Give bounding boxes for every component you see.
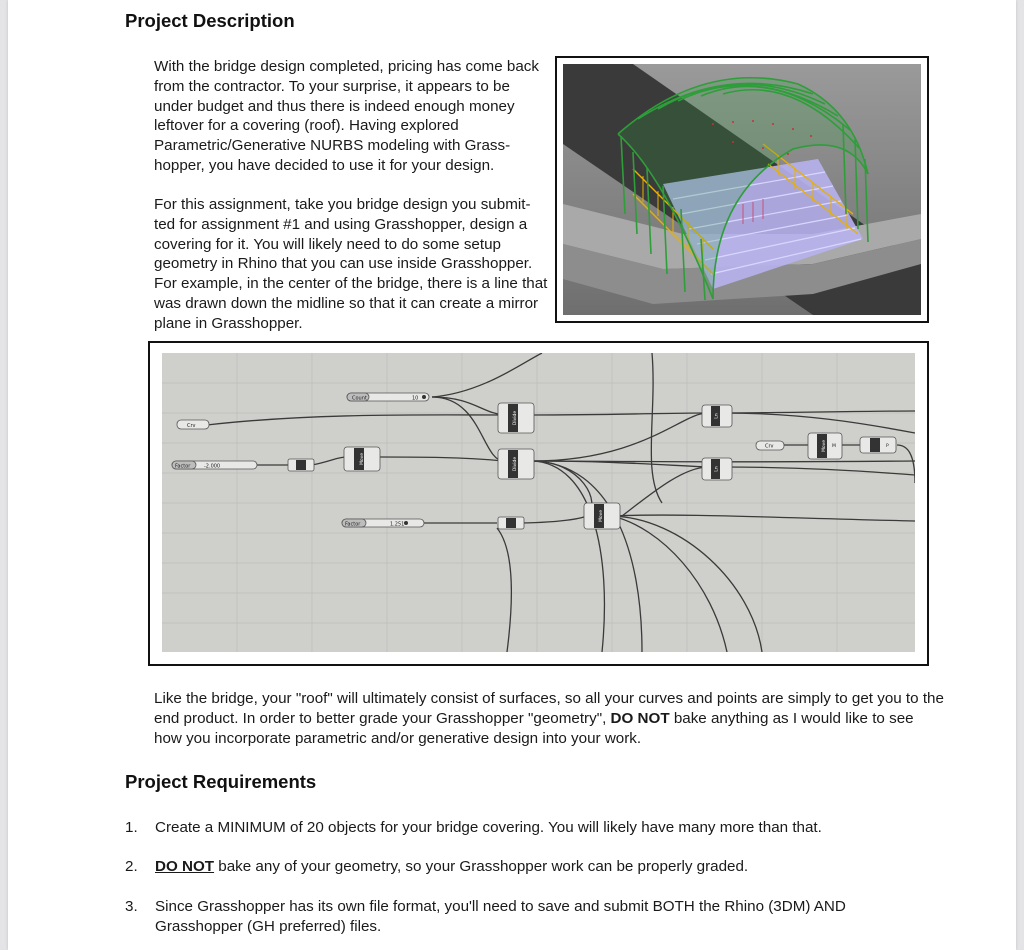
paragraph-3-text-end: bake anything as I would like to see how you incorporate parametric and/or generative design into your work. (154, 709, 914, 747)
divide-2-label: Divide (513, 456, 518, 472)
mirror-output-label: P (886, 444, 889, 449)
project-description-heading: Project Description (125, 10, 295, 31)
crv-param-2-label: Crv (765, 443, 774, 450)
requirement-number: 2. (125, 858, 138, 875)
description-paragraph-2: For this assignment, take you bridge design you submit-ted for assignment #1 and using Grasshopper, design a covering for it. You will likely need to do some setup geometry in Rhino that you can use inside Grasshopper. For example, in the center of the bridge, there is a line that was drawn down the midline so that it can create a mirror plane in Grasshopper. (154, 196, 548, 332)
bridge-render-image (555, 56, 929, 323)
description-paragraph-3 (154, 689, 944, 748)
bridge-render-illustration (563, 64, 921, 315)
factor-slider-2-label: Factor (345, 521, 361, 528)
mirror-label: M (832, 444, 836, 449)
requirement-text (155, 857, 935, 877)
move-2-label: Move (599, 509, 604, 523)
grasshopper-canvas (162, 353, 915, 652)
requirement-number: 3. (125, 898, 138, 915)
project-requirements-heading: Project Requirements (125, 771, 317, 792)
requirement-bold: DO NOT (155, 858, 215, 875)
requirement-text: Create a MINIMUM of 20 objects for your bridge covering. You will likely have many more than that. (155, 819, 822, 836)
move-1-label: Move (360, 452, 365, 466)
paragraph-3-bold: DO NOT (610, 709, 670, 727)
document-page (8, 0, 1016, 950)
crv-param-label: Crv (187, 423, 196, 429)
description-paragraph-1: With the bridge design completed, pricing has come back from the contractor. To your surprise, it appears to be under budget and thus there is indeed enough money leftover for a covering (roof). Having explored Parametric/Generative NURBS modeling with Grass-hopper, you have decided to use it for your design. (154, 58, 539, 174)
factor-slider-2-value: 1.251 (390, 521, 405, 528)
requirement-text-rest: bake any of your geometry, so your Grasshopper work can be properly graded. (214, 858, 749, 875)
paragraph-3-text-start: Like the bridge, your "roof" will ultimately consist of surfaces, so all your curves and points are simply to get you to the end product. In order to better grade your Grasshopper "geometry", (154, 690, 944, 727)
ln-1-label: Ln (714, 413, 720, 419)
requirement-text: Since Grasshopper has its own file format, you'll need to save and submit BOTH the Rhino (3DM) AND Grasshopper (GH preferred) files. (155, 898, 846, 935)
factor-slider-1-value: -2.000 (204, 463, 221, 470)
count-slider-value: 10 (412, 395, 419, 402)
grasshopper-definition-image (148, 341, 929, 666)
requirement-number: 1. (125, 819, 138, 836)
factor-slider-1-label: Factor (175, 463, 191, 470)
ln-2-label: Ln (714, 466, 720, 472)
count-slider-label: Count (352, 395, 367, 402)
move-3-label: Move (822, 439, 827, 453)
divide-1-label: Divide (513, 410, 518, 426)
